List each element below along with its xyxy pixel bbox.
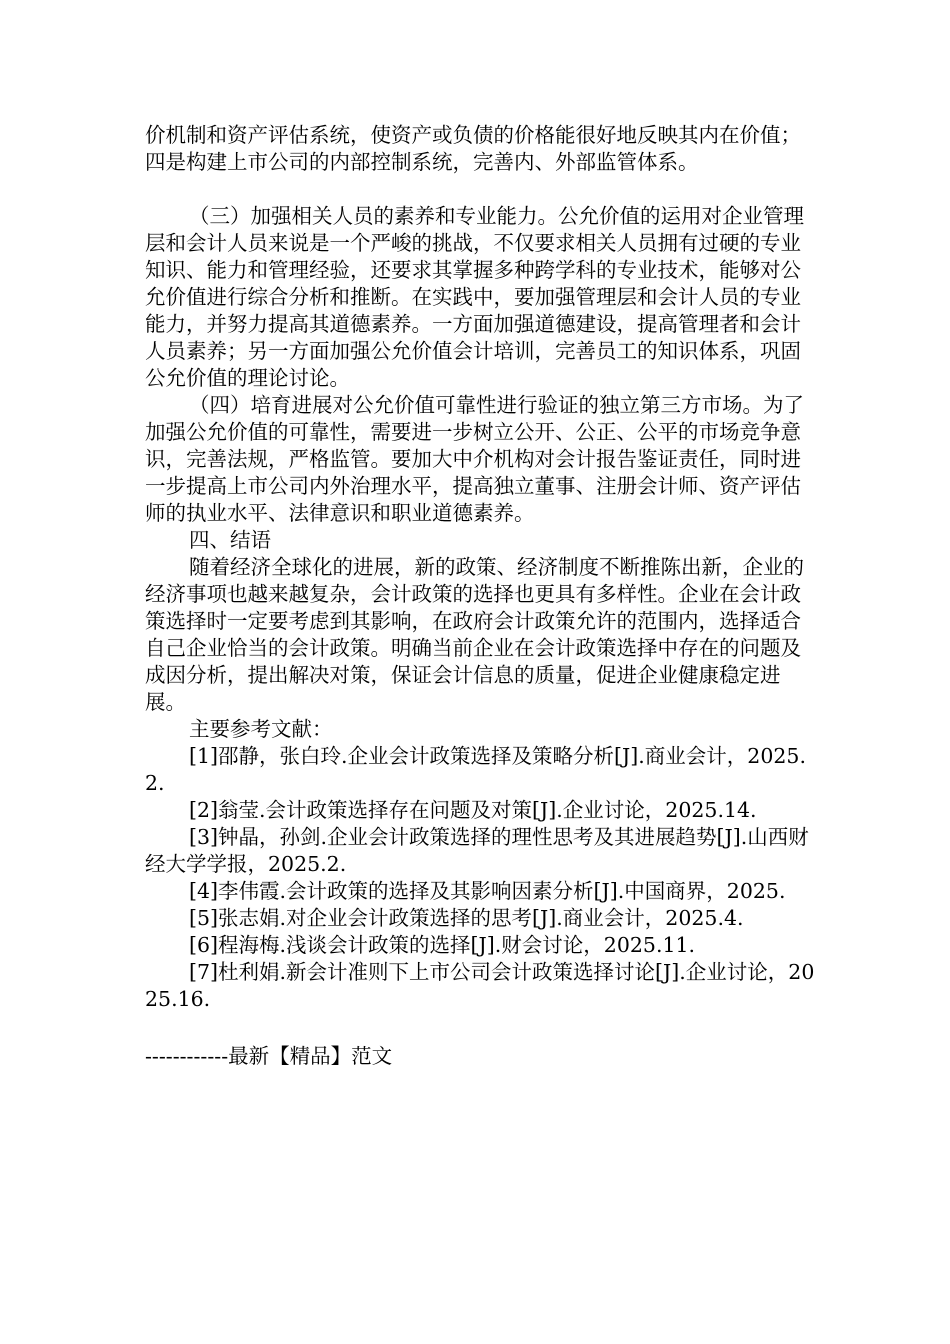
reference-item: [6]程海梅.浅谈会计政策的选择[J].财会讨论，2025.11.	[189, 933, 696, 957]
paragraph-conclusion: 随着经济全球化的进展，新的政策、经济制度不断推陈出新，企业的经济事项也越来越复杂，会计政策的选择也更具有多样性。企业在会计政策选择时一定要考虑到其影响，在政府会计政策允许的范围内，选择适合自己企业恰当的会计政策。明确当前企业在会计政策选择中存在的问题及成因分析，提出解决对策，保证会计信息的质量，促进企业健康稳定进展。	[145, 555, 804, 714]
reference-item: [7]杜利娟.新会计准则下上市公司会计政策选择讨论[J].企业讨论，2025.16.	[145, 960, 815, 1011]
reference-item: [5]张志娟.对企业会计政策选择的思考[J].商业会计，2025.4.	[189, 906, 744, 930]
document-body	[145, 122, 815, 1013]
reference-item: [3]钟晶，孙剑.企业会计政策选择的理性思考及其进展趋势[J].山西财经大学学报，2025.2.	[145, 825, 809, 876]
paragraph-section-4: （四）培育进展对公允价值可靠性进行验证的独立第三方市场。为了加强公允价值的可靠性，需要进一步树立公开、公正、公平的市场竞争意识，完善法规，严格监管。要加大中介机构对会计报告鉴证责任，同时进一步提高上市公司内外治理水平，提高独立董事、注册会计师、资产评估师的执业水平、法律意识和职业道德素养。	[145, 393, 804, 525]
paragraph-continuation: 价机制和资产评估系统，使资产或负债的价格能很好地反映其内在价值；四是构建上市公司的内部控制系统，完善内、外部监管体系。	[145, 123, 801, 174]
paragraph-section-3: （三）加强相关人员的素养和专业能力。公允价值的运用对企业管理层和会计人员来说是一个严峻的挑战，不仅要求相关人员拥有过硬的专业知识、能力和管理经验，还要求其掌握多种跨学科的专业技术，能够对公允价值进行综合分析和推断。在实践中，要加强管理层和会计人员的专业能力，并努力提高其道德素养。一方面加强道德建设，提高管理者和会计人员素养；另一方面加强公允价值会计培训，完善员工的知识体系，巩固公允价值的理论讨论。	[145, 204, 804, 390]
reference-item: [2]翁莹.会计政策选择存在问题及对策[J].企业讨论，2025.14.	[189, 798, 757, 822]
reference-item: [1]邵静，张白玲.企业会计政策选择及策略分析[J].商业会计，2025.2.	[145, 744, 806, 795]
heading-conclusion: 四、结语	[189, 528, 271, 552]
heading-references: 主要参考文献：	[189, 717, 333, 741]
reference-item: [4]李伟霞.会计政策的选择及其影响因素分析[J].中国商界，2025.	[189, 879, 786, 903]
footer-text: ------------最新【精品】范文	[145, 1044, 393, 1068]
